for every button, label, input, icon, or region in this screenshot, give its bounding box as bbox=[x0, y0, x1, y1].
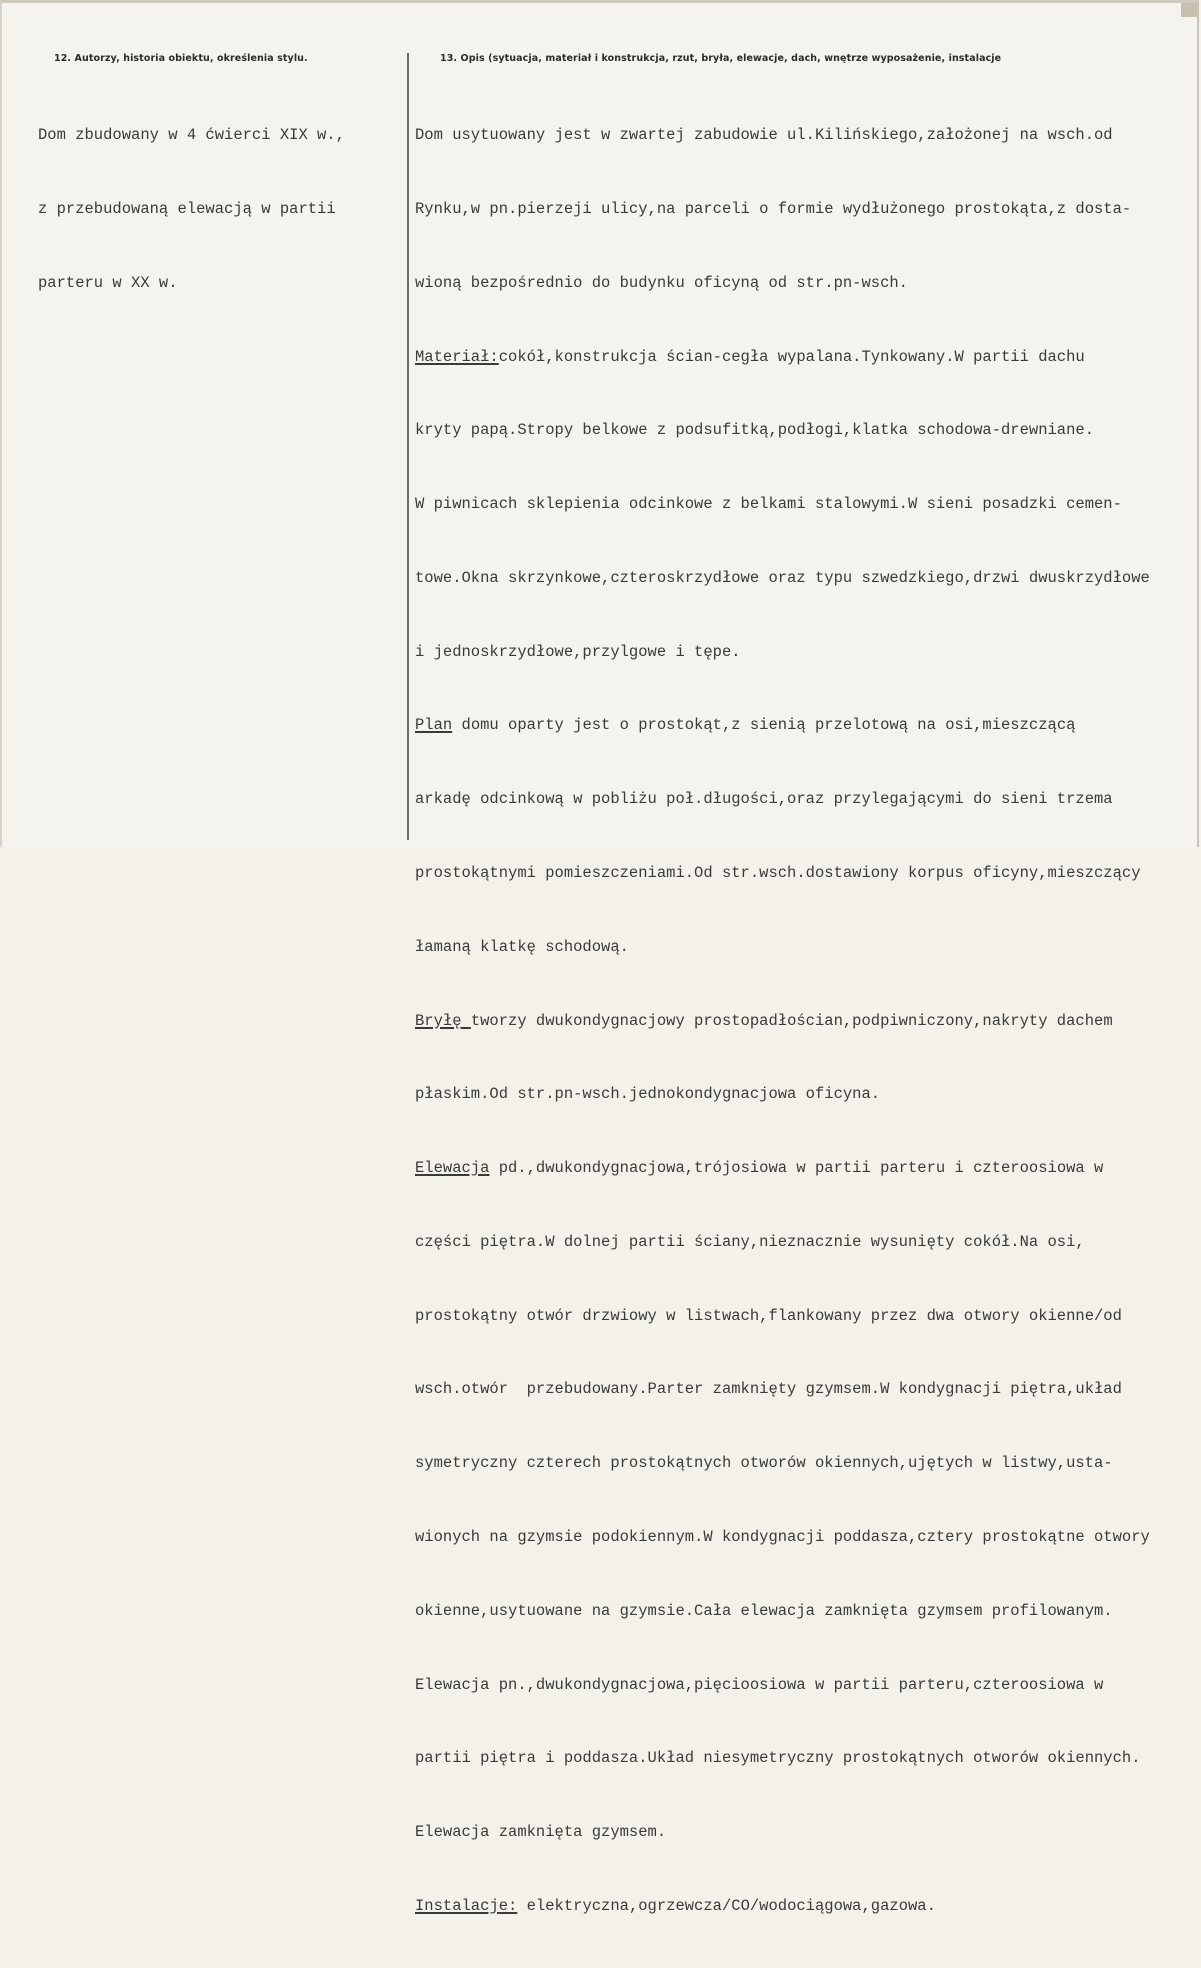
text-line: partii piętra i poddasza.Układ niesymetryczny prostokątnych otworów okiennych. bbox=[415, 1749, 1141, 1768]
text-line: kryty papą.Stropy belkowe z podsufitką,podłogi,klatka schodowa-drewniane. bbox=[415, 421, 1095, 440]
section-label-elewacja: Elewacja bbox=[415, 1159, 490, 1178]
section-label-instalacje: Instalacje: bbox=[415, 1896, 518, 1915]
text-line: Bryłę tworzy dwukondygnacjowy prostopadłościan,podpiwniczony,nakryty dachem bbox=[415, 1011, 1113, 1030]
section-label-material: Materiał: bbox=[415, 347, 499, 366]
text-line: płaskim.Od str.pn-wsch.jednokondygnacjowa oficyna. bbox=[415, 1085, 881, 1104]
section-label-bryla: Bryłę bbox=[415, 1011, 471, 1030]
text-line: wionych na gzymsie podokiennym.W kondygnacji poddasza,cztery prostokątne otwory bbox=[415, 1528, 1150, 1547]
text-line: z przebudowaną elewacją w partii bbox=[38, 199, 336, 218]
text-line: arkadę odcinkową w pobliżu poł.długości,oraz przylegającymi do sieni trzema bbox=[415, 790, 1113, 809]
right-column-header: 13. Opis (sytuacja, materiał i konstrukcja, rzut, bryła, elewacje, dach, wnętrze wyposażenie, instalacje bbox=[440, 53, 1002, 64]
text-line: Elewacja pd.,dwukondygnacjowa,trójosiowa w partii parteru i czteroosiowa w bbox=[415, 1159, 1104, 1178]
text-line: parteru w XX w. bbox=[38, 273, 178, 292]
text-line: części piętra.W dolnej partii ściany,nieznacznie wysunięty cokół.Na osi, bbox=[415, 1232, 1085, 1251]
right-column-text bbox=[415, 74, 1201, 1968]
text-line: wsch.otwór przebudowany.Parter zamknięty gzymsem.W kondygnacji piętra,układ bbox=[415, 1380, 1122, 1399]
text-line: prostokątny otwór drzwiowy w listwach,flankowany przez dwa otwory okienne/od bbox=[415, 1306, 1122, 1325]
text-line: Dom zbudowany w 4 ćwierci XIX w., bbox=[38, 126, 345, 145]
text-line: Dom usytuowany jest w zwartej zabudowie ul.Kilińskiego,założonej na wsch.od bbox=[415, 126, 1113, 145]
text-line: Elewacja zamknięta gzymsem. bbox=[415, 1823, 667, 1842]
text-line: symetryczny czterech prostokątnych otworów okiennych,ujętych w listwy,usta- bbox=[415, 1454, 1113, 1473]
section-label-plan: Plan bbox=[415, 716, 453, 735]
left-column-header: 12. Autorzy, historia obiektu, określenia stylu. bbox=[54, 53, 308, 64]
text-line: W piwnicach sklepienia odcinkowe z belkami stalowymi.W sieni posadzki cemen- bbox=[415, 495, 1122, 514]
text-line: Elewacja pn.,dwukondygnacjowa,pięcioosiowa w partii parteru,czteroosiowa w bbox=[415, 1675, 1104, 1694]
text-line: Materiał:cokół,konstrukcja ścian-cegła wypalana.Tynkowany.W partii dachu bbox=[415, 347, 1085, 366]
text-line: Rynku,w pn.pierzeji ulicy,na parceli o formie wydłużonego prostokąta,z dosta- bbox=[415, 199, 1132, 218]
text-line: wioną bezpośrednio do budynku oficyną od str.pn-wsch. bbox=[415, 273, 908, 292]
text-line: Plan domu oparty jest o prostokąt,z sienią przelotową na osi,mieszczącą bbox=[415, 716, 1076, 735]
text-line: prostokątnymi pomieszczeniami.Od str.wsch.dostawiony korpus oficyny,mieszczący bbox=[415, 864, 1141, 882]
text-line: Instalacje: elektryczna,ogrzewcza/CO/wodociągowa,gazowa. bbox=[415, 1896, 936, 1915]
text-line: okienne,usytuowane na gzymsie.Cała elewacja zamknięta gzymsem profilowanym. bbox=[415, 1601, 1113, 1620]
column-divider bbox=[407, 53, 409, 840]
left-column-text bbox=[38, 74, 345, 345]
card-corner bbox=[1181, 3, 1197, 17]
text-line: towe.Okna skrzynkowe,czteroskrzydłowe oraz typu szwedzkiego,drzwi dwuskrzydłowe bbox=[415, 568, 1150, 587]
text-line: i jednoskrzydłowe,przylgowe i tępe. bbox=[415, 642, 741, 661]
text-line: łamaną klatkę schodową. bbox=[415, 937, 629, 956]
